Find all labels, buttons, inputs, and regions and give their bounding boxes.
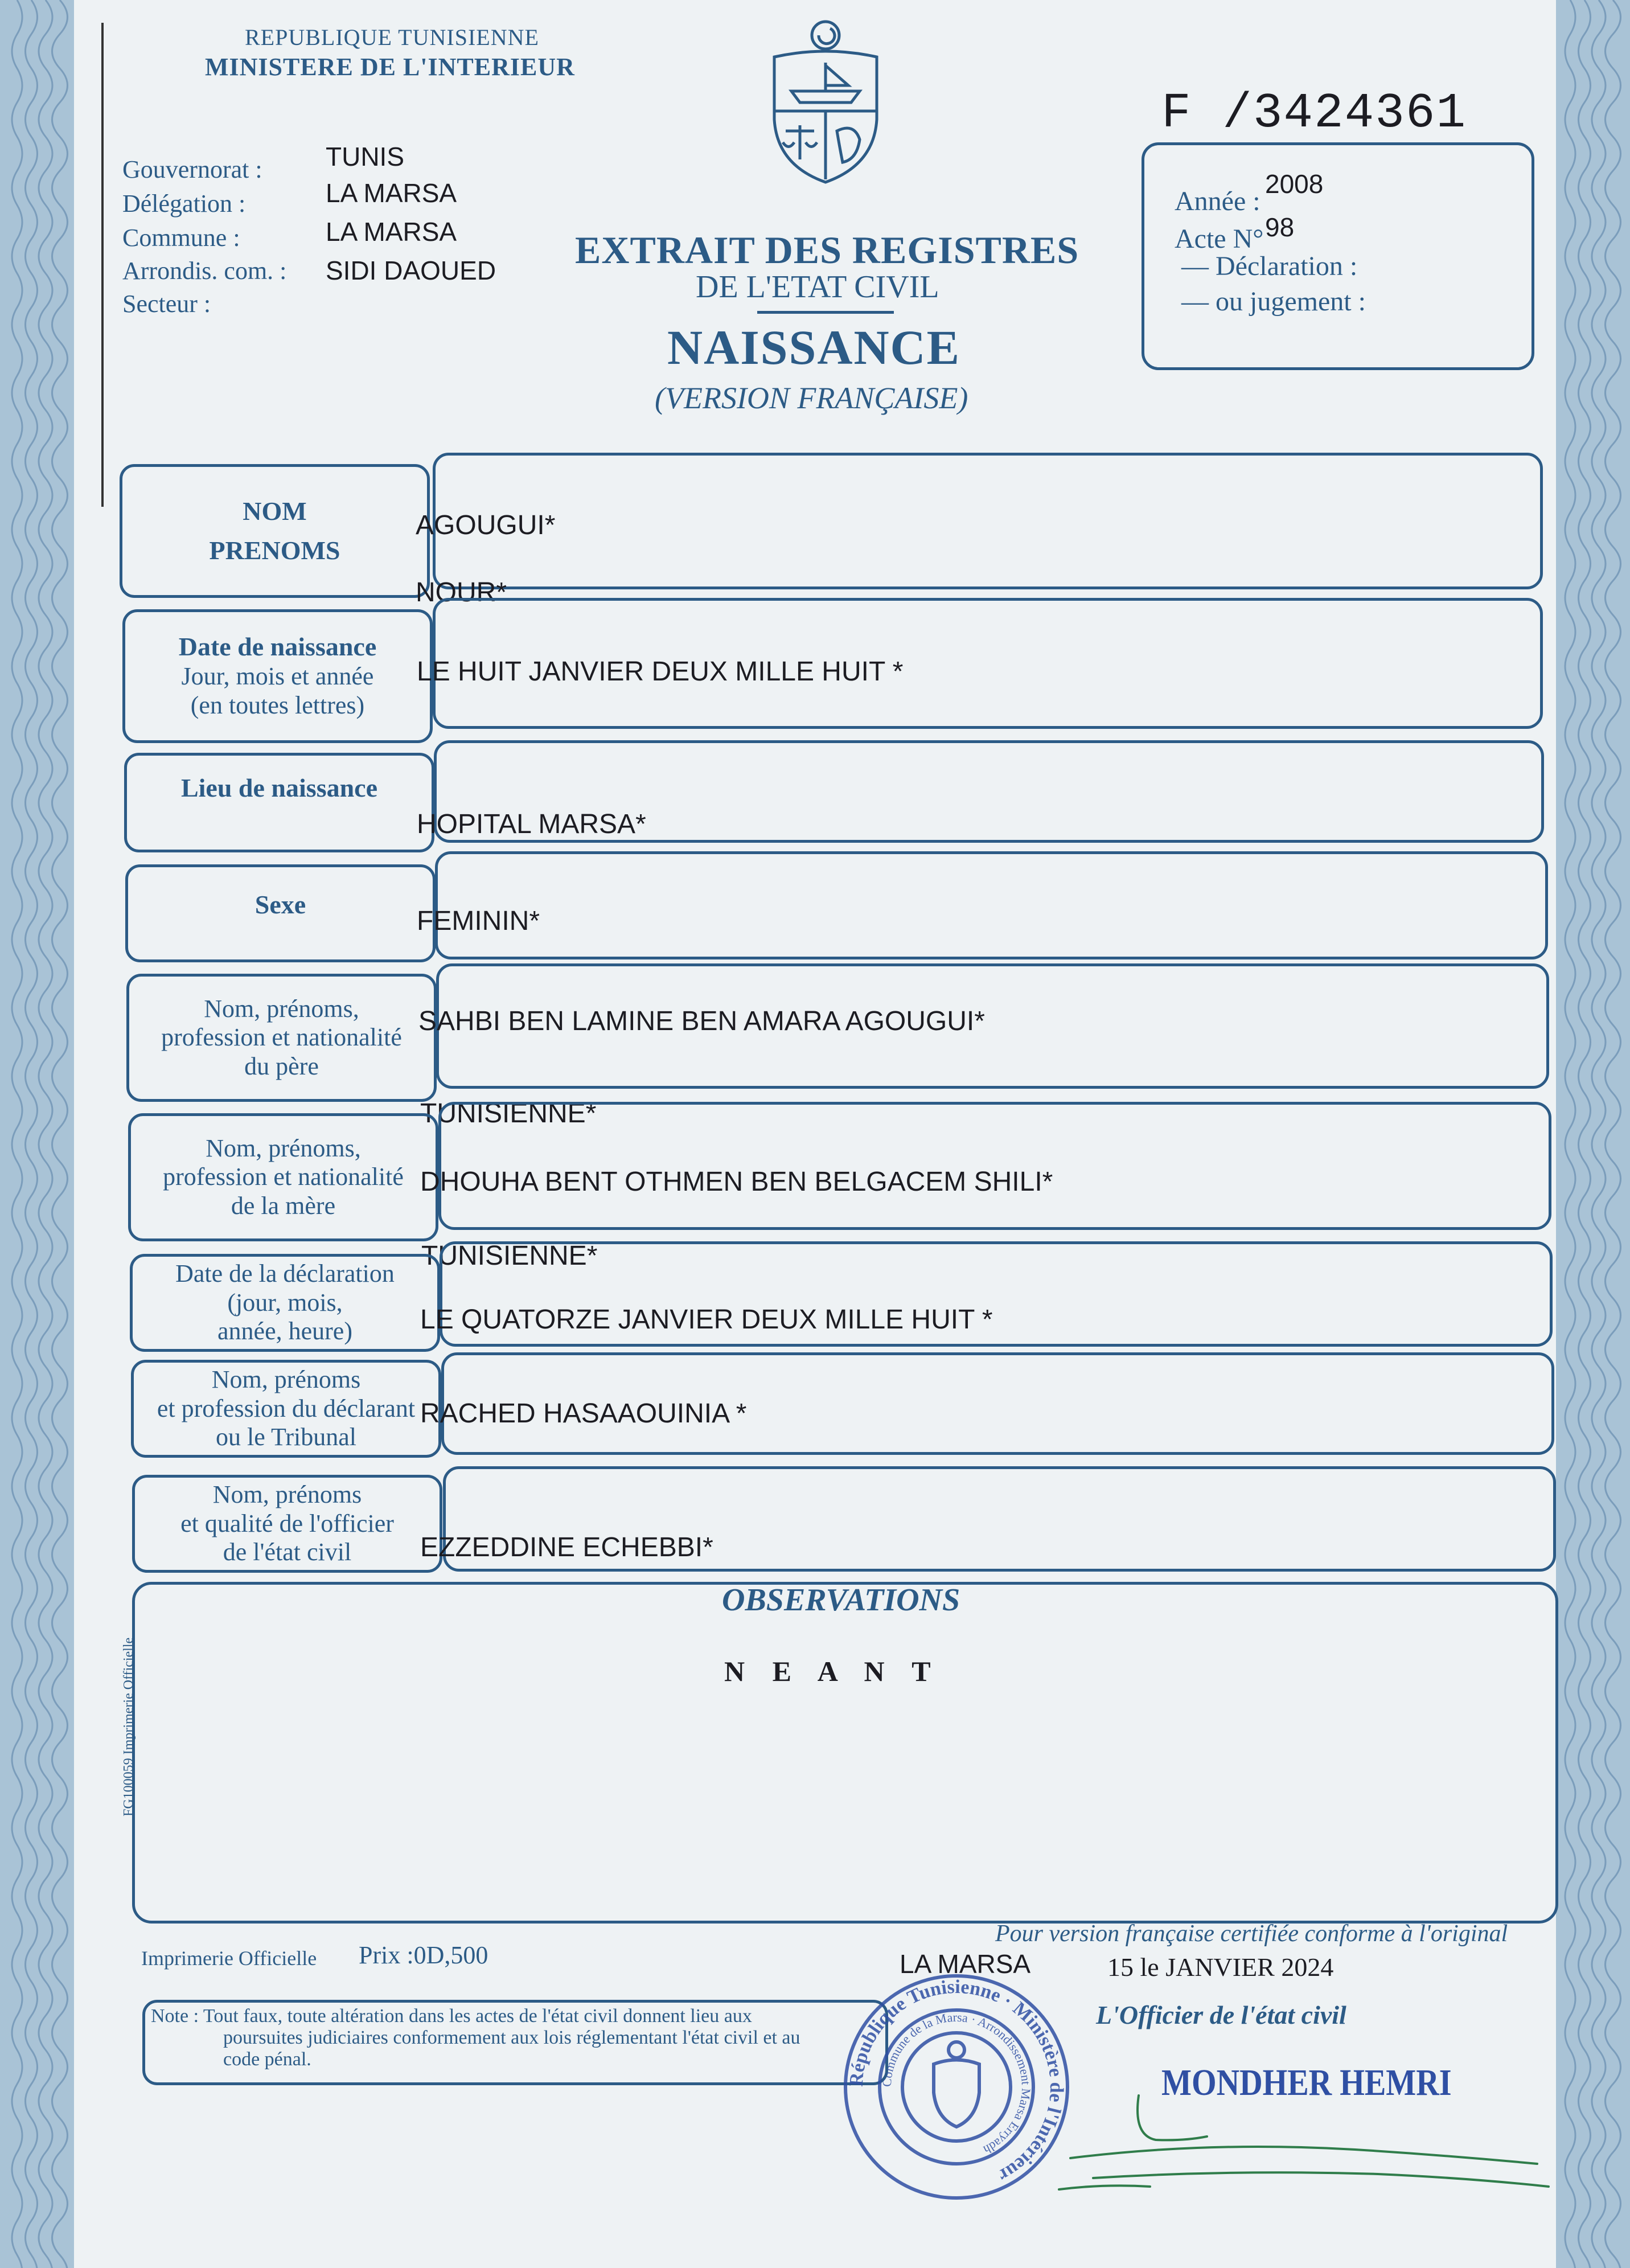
mere-value: DHOUHA BENT OTHMEN BEN BELGACEM SHILI* [420,1167,1053,1197]
date-signed: 15 le JANVIER 2024 [1107,1953,1334,1982]
commune-value: LA MARSA [326,217,457,247]
serial-number: F /3424361 [1161,85,1467,141]
officier-name-stamp: MONDHER HEMRI [1161,2062,1452,2103]
lieu-label-box [124,753,434,852]
pere-label-1: Nom, prénoms, [204,994,359,1023]
sexe-value-box [435,851,1548,959]
title-extrait: EXTRAIT DES REGISTRES [575,228,1079,272]
pere-label-box [126,974,437,1102]
ministry-label: MINISTERE DE L'INTERIEUR [205,53,575,81]
delegation-label: Délégation : [122,190,246,218]
pere-nationalite: TUNISIENNE* [420,1098,597,1129]
annee-value: 2008 [1265,169,1324,199]
coat-of-arms-icon [757,17,894,188]
declaration-label: — Déclaration : [1181,251,1358,281]
decl-label-3: année, heure) [217,1317,352,1346]
date-value: LE HUIT JANVIER DEUX MILLE HUIT * [417,657,904,687]
note-line-1: Note : Tout faux, toute altération dans les actes de l'état civil donnent lieu aux [151,2005,752,2027]
gouvernorat-label: Gouvernorat : [122,155,262,183]
certifiee-text: Pour version française certifiée conforme à l'original [995,1921,1508,1947]
sexe-value: FEMININ* [417,906,540,936]
left-guilloche-border [0,0,85,2268]
decl-label-2: (jour, mois, [227,1288,343,1316]
title-rule [757,311,894,314]
officier-title: L'Officier de l'état civil [1096,2000,1346,2029]
commune-label: Commune : [122,224,240,252]
nom-value-box [433,453,1543,589]
header-rule [101,23,104,507]
republic-label: REPUBLIQUE TUNISIENNE [245,24,539,50]
nom-label: NOM [243,496,307,526]
arrondis-label: Arrondis. com. : [122,257,287,285]
officier-value: EZZEDDINE ECHEBBI* [420,1532,713,1562]
pere-value: SAHBI BEN LAMINE BEN AMARA AGOUGUI* [418,1006,985,1036]
secteur-label: Secteur : [122,290,211,318]
declarant-label-box [131,1360,441,1458]
mere-label-box [128,1113,438,1241]
decl-label-1: Date de la déclaration [175,1260,395,1288]
delegation-value: LA MARSA [326,178,457,208]
acte-label: Acte N° [1175,224,1264,254]
side-print: FG100059 Imprimerie Officielle [121,1637,136,1816]
officier-label-3: de l'état civil [223,1538,352,1566]
annee-label: Année : [1175,186,1261,216]
declarant-label-1: Nom, prénoms [211,1365,361,1394]
declarant-value: RACHED HASAAOUINIA * [420,1398,747,1429]
officier-label-1: Nom, prénoms [212,1480,362,1509]
mere-label-3: de la mère [231,1191,336,1220]
lieu-label: Lieu de naissance [180,773,378,803]
observations-value: N E A N T [724,1655,941,1687]
nom-label-box [120,464,430,598]
date-label-2: Jour, mois et année [181,662,374,691]
jugement-label: — ou jugement : [1181,286,1366,317]
title-etat-civil: DE L'ETAT CIVIL [696,269,939,305]
sexe-label-box [125,864,436,962]
declarant-label-2: et profession du déclarant [157,1394,416,1422]
mere-nationalite: TUNISIENNE* [421,1241,598,1271]
officier-label-box [132,1475,442,1573]
gouvernorat-value: TUNIS [326,142,404,171]
mere-label-2: profession et nationalité [163,1163,404,1191]
place-value: LA MARSA [900,1949,1031,1979]
date-label-box [122,609,433,743]
officier-label-2: et qualité de l'officier [180,1509,394,1537]
arrondis-value: SIDI DAOUED [326,256,496,285]
prenoms-label: PRENOMS [209,535,340,565]
declarant-label-3: ou le Tribunal [216,1423,356,1451]
date-label-3: (en toutes lettres) [190,691,365,719]
stamp-outer-text: République Tunisienne · Ministère de l'Intérieur [845,1976,1067,2187]
note-line-2: poursuites judiciaires conformement aux lois réglementant l'état civil et au [223,2027,800,2048]
lieu-value: HOPITAL MARSA* [417,809,646,839]
mere-label-1: Nom, prénoms, [206,1134,361,1162]
prix-label: Prix :0D,500 [359,1941,488,1969]
imprimerie-label: Imprimerie Officielle [141,1947,317,1970]
nom-value: AGOUGUI* [416,510,556,540]
observations-title: OBSERVATIONS [722,1582,960,1618]
signature-icon [1036,2073,1577,2209]
decl-value: LE QUATORZE JANVIER DEUX MILLE HUIT * [420,1305,993,1335]
pere-label-3: du père [244,1052,319,1080]
date-label-1: Date de naissance [178,632,377,662]
pere-label-2: profession et nationalité [161,1023,402,1052]
acte-value: 98 [1265,212,1295,242]
decl-label-box [130,1254,440,1352]
title-naissance: NAISSANCE [667,320,961,375]
prenoms-value: NOUR* [416,577,507,608]
right-guilloche-border [1545,0,1630,2268]
sexe-label: Sexe [254,889,306,919]
observations-box [132,1582,1558,1924]
note-line-3: code pénal. [223,2049,311,2070]
stamp-inner-text: Commune de la Marsa · Arrondissement Marsa Erryadh [879,2009,1034,2158]
title-version: (VERSION FRANÇAISE) [655,381,968,415]
